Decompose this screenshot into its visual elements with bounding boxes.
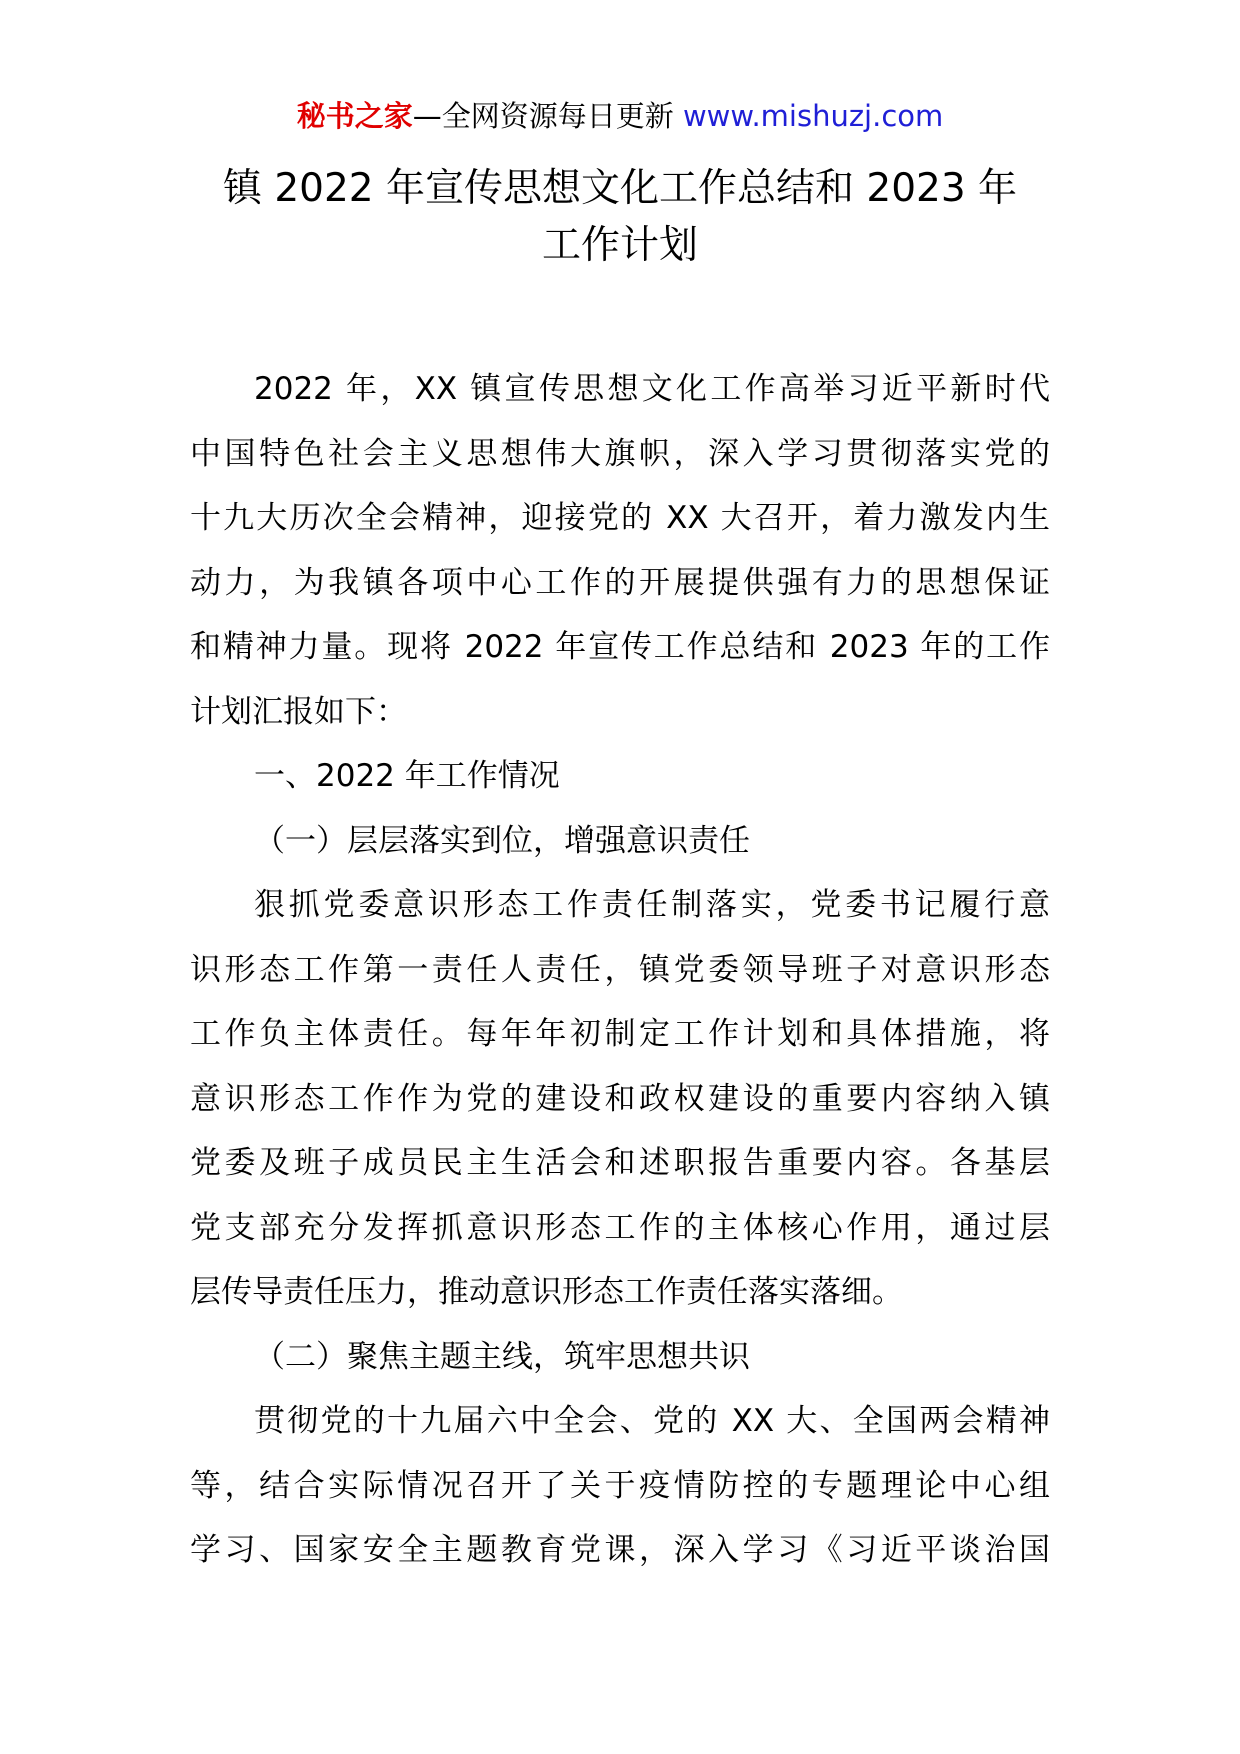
title-line-2: 工作计划 — [541, 223, 698, 268]
subsection-heading: （一）层层落实到位，增强意识责任 — [254, 822, 750, 859]
text-line: 等，结合实际情况召开了关于疫情防控的专题理论中心组 — [190, 1467, 1050, 1504]
text-line: 党支部充分发挥抓意识形态工作的主体核心作用，通过层 — [190, 1209, 1050, 1246]
title-line-1: 镇 2022 年宣传思想文化工作总结和 2023 年 — [222, 166, 1018, 211]
text-line: 党委及班子成员民主生活会和述职报告重要内容。各基层 — [190, 1145, 1050, 1181]
text-line: 学习、国家安全主题教育党课，深入学习《习近平谈治国 — [190, 1532, 1050, 1568]
site-brand: 秘书之家 — [296, 99, 413, 133]
site-url-link[interactable]: www.mishuzj.com — [682, 99, 944, 133]
paragraph-responsibility — [190, 873, 1050, 1325]
text-line: 狠抓党委意识形态工作责任制落实，党委书记履行意 — [254, 887, 1050, 923]
text-line: 工作负主体责任。每年年初制定工作计划和具体措施，将 — [190, 1016, 1050, 1052]
text-line: 2022 年，XX 镇宣传思想文化工作高举习近平新时代 — [254, 371, 1050, 407]
text-line: 层传导责任压力，推动意识形态工作责任落实落细。 — [190, 1274, 903, 1310]
section-heading: 一、2022 年工作情况 — [254, 758, 560, 794]
document-title — [170, 160, 1070, 274]
text-line: 贯彻党的十九届六中全会、党的 XX 大、全国两会精神 — [254, 1403, 1050, 1439]
text-line: 十九大历次全会精神，迎接党的 XX 大召开，着力激发内生 — [190, 500, 1050, 536]
text-line: 动力，为我镇各项中心工作的开展提供强有力的思想保证 — [190, 564, 1050, 601]
text-line: 识形态工作第一责任人责任，镇党委领导班子对意识形态 — [190, 951, 1050, 988]
paragraph-intro — [190, 357, 1050, 744]
document-body — [190, 357, 1050, 1583]
text-line: 中国特色社会主义思想伟大旗帜，深入学习贯彻落实党的 — [190, 435, 1050, 472]
site-tagline: —全网资源每日更新 — [412, 99, 674, 133]
text-line: 和精神力量。现将 2022 年宣传工作总结和 2023 年的工作 — [190, 629, 1050, 665]
text-line: 计划汇报如下： — [190, 693, 407, 730]
subsection-heading: （二）聚焦主题主线，筑牢思想共识 — [254, 1338, 750, 1375]
site-banner — [0, 96, 1240, 136]
text-line: 意识形态工作作为党的建设和政权建设的重要内容纳入镇 — [190, 1080, 1050, 1117]
paragraph-theme — [190, 1389, 1050, 1583]
